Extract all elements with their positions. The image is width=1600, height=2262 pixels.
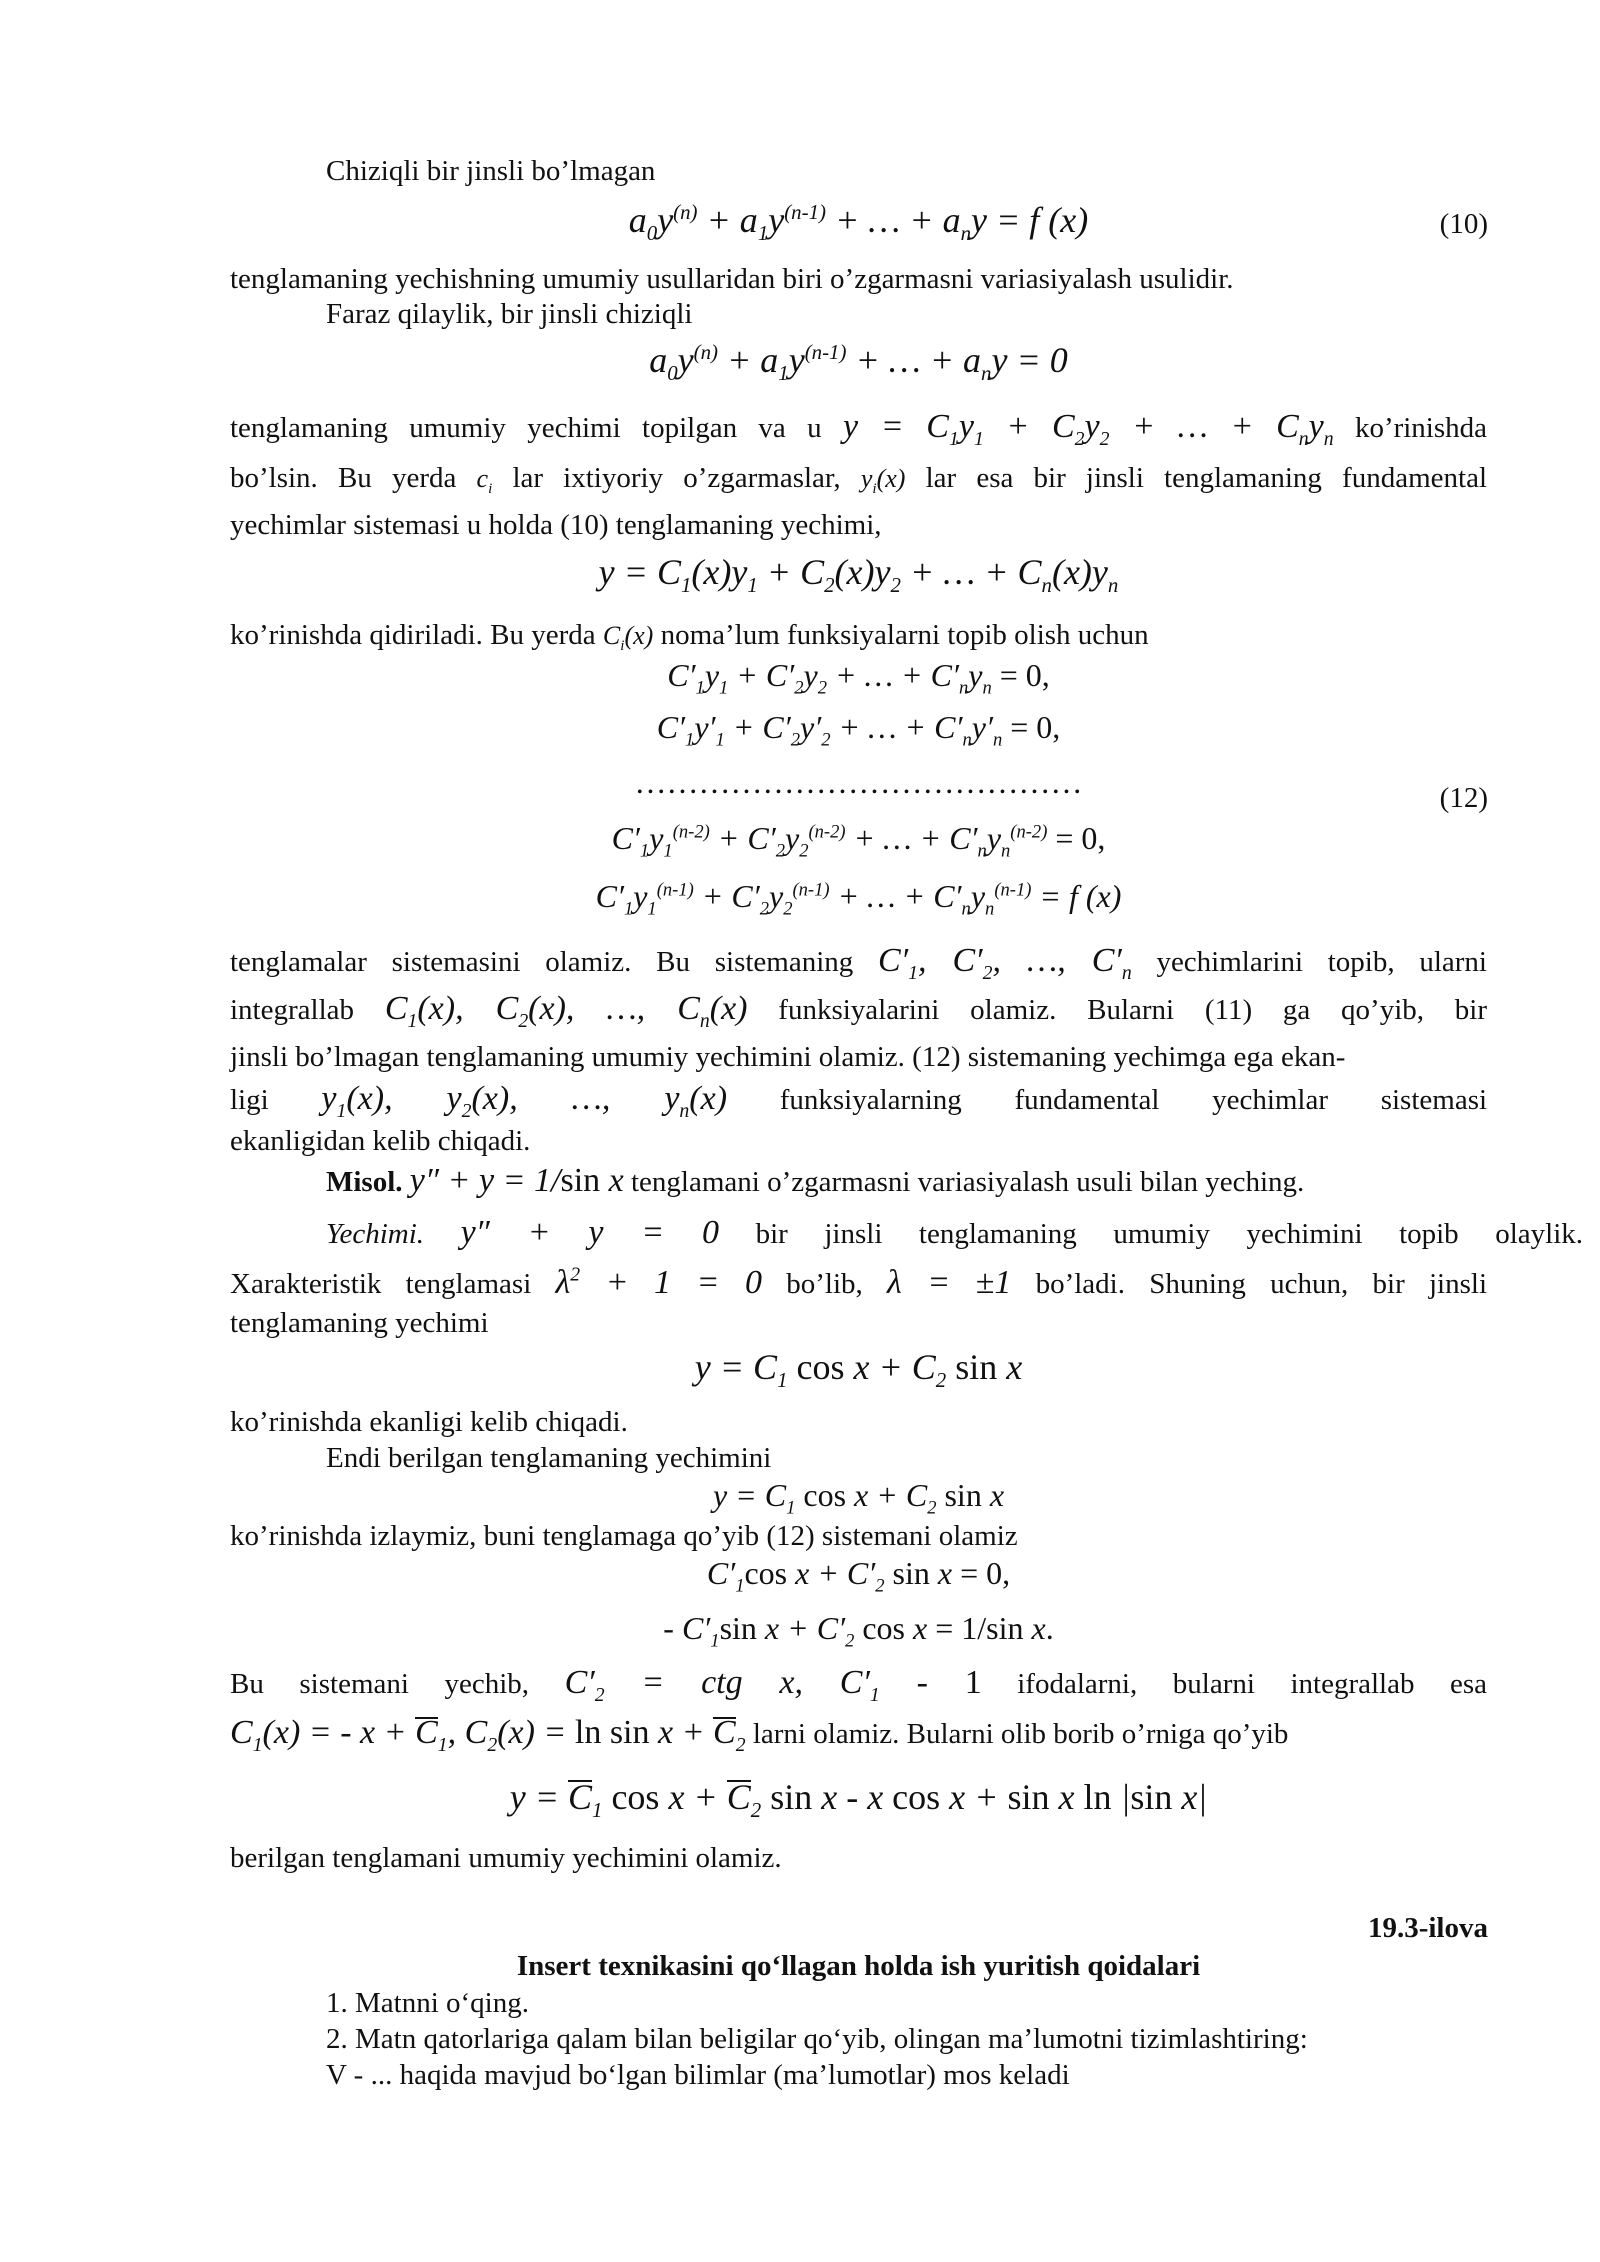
system-line-4: $C'_1y_1^{(n-1)} + C'_2y_2^{(n-1)}$ + … + $C'_ny_n^{(n-1)} = f$ (x) — [595, 878, 1122, 920]
paragraph-general-solution: tenglamaning umumiy yechimi topilgan va u $y = C_1y_1 + C_2y_2$ + … + $C_ny_n$ ko’rinishda — [230, 408, 1488, 450]
paragraph-now: Endi berilgan tenglamaning yechimini — [326, 1442, 772, 1474]
solution-label: Yechimi. — [326, 1218, 425, 1250]
example-system-line-2: - $C'_1\sin$ $x + C'_2$ cos x = 1/sin x. — [663, 1610, 1054, 1652]
intro-paragraph — [230, 153, 1583, 189]
paragraph-fundamental: ligi $y_1(x)$, $y_2(x)$, …, $y_n(x)$ funksiyalarning fundamental yechimlar sistemasi — [230, 1080, 1488, 1122]
homogeneous-equation: $a_0y^{(n)} + a_1y^{(n-1)}$ + … + $a_ny = 0$ — [649, 340, 1068, 386]
example-paragraph: Misol. y″ + y = 1/sin x tenglamani o’zgarmasni variasiyalash usuli bilan yeching. — [326, 1162, 1305, 1199]
paragraph-form: ko’rinishda ekanligi kelib chiqadi. — [230, 1406, 628, 1438]
rule-1: 1. Matnni o‘qing. — [326, 1987, 529, 2019]
section-title: Insert texnikasini qo‘llagan holda ish yuritish qoidalari — [516, 1950, 1201, 1982]
final-solution-equation: $y = C_1$ $\cos x + C_2$ sin x - x cos x + sin x ln |sin x| — [509, 1777, 1208, 1823]
example-system-line-1: $C'_1\cos$ $x + C'_2$ sin x = 0, — [706, 1555, 1011, 1597]
paragraph-integrate: integrallab $C_1(x)$, $C_2(x)$, …, $C_n(x)$ funksiyalarini olamiz. Bularni (11) ga qo’yib, bir — [230, 990, 1488, 1032]
paragraph-solve-system: Bu sistemani yechib, $C'_2$ = ctg x, $C'_1 - 1$ ifodalarni, bularni integrallab esa — [230, 1664, 1488, 1706]
system-line-1: $C'_1y_1 + C'_2y_2$ + … + $C'_ny_n = 0$, — [667, 657, 1050, 699]
paragraph-homog-solution: tenglamaning yechimi — [230, 1307, 489, 1339]
equation-12-number: (12) — [1439, 782, 1488, 814]
variation-solution-equation: $y = C_1(x)y_1 + C_2(x)y_2$ + … + $C_n(x)y_n$ — [598, 552, 1119, 598]
appendix-label: 19.3-ilova — [1367, 1912, 1488, 1944]
paragraph-method: tenglamaning yechishning umumiy usullaridan biri o’zgarmasni variasiyalash usulidir. — [230, 263, 1234, 295]
homogeneous-solution-equation: $y = C_1$ $\cos x + C_2$ sin x — [694, 1347, 1023, 1393]
paragraph-substitute: ko’rinishda izlaymiz, buni tenglamaga qo’yib (12) sistemani olamiz — [230, 1520, 1018, 1552]
paragraph-assume: Faraz qilaylik, bir jinsli chiziqli — [326, 298, 693, 330]
general-solution-formula: $y = C_1y_1 + C_2y_2$ + … + $C_ny_n$ — [843, 408, 1334, 450]
intro-text: Chiziqli bir jinsli bo’lmagan — [326, 155, 656, 187]
rule-2: 2. Matn qatorlariga qalam bilan beligilar qo‘yib, olingan ma’lumotni tizimlashtiring: — [326, 2023, 1308, 2055]
paragraph-conclusion: ekanligidan kelib chiqadi. — [230, 1125, 531, 1157]
paragraph-characteristic: Xarakteristik tenglamasi $\lambda^2 + 1 = 0$ bo’lib, λ = ±1 bo’ladi. Shuning uchun, bir jinsli — [230, 1263, 1488, 1301]
paragraph-final: berilgan tenglamani umumiy yechimini olamiz. — [230, 1842, 782, 1874]
paragraph-integrated: $C_1(x)$ = - $x + C_1$, $C_2(x) = \ln \sin x + C_2$ larni olamiz. Bularni olib borib o’rniga qo’yib — [230, 1714, 1289, 1756]
paragraph-constants: bo’lsin. Bu yerda $c_i$ lar ixtiyoriy o’zgarmaslar, $y_i(x)$ lar esa bir jinsli tenglamaning fundamental — [230, 462, 1487, 498]
paragraph-system: yechimlar sistemasi u holda (10) tenglamaning yechimi, — [230, 509, 882, 541]
system-line-2: $C'_1y'_1 + C'_2y'_2$ + … + $C'_ny'_n = 0$, — [656, 709, 1061, 751]
system-dots: …………………………………… — [634, 764, 1083, 800]
equation-10-number: (10) — [1439, 208, 1488, 240]
rule-3: V - ... haqida mavjud bo‘lgan bilimlar (ma’lumotlar) mos keladi — [326, 2059, 1070, 2091]
paragraph-nonhomogeneous: jinsli bo’lmagan tenglamaning umumiy yechimini olamiz. (12) sistemaning yechimga ega ekan- — [230, 1041, 1346, 1073]
equation-10: $a_0y^{(n)} + a_1y^{(n-1)}$ + … + $a_ny = f$ (x) — [628, 200, 1089, 246]
paragraph-search: ko’rinishda qidiriladi. Bu yerda $C_i(x)$ noma’lum funksiyalarni topib olish uchun — [230, 619, 1149, 655]
paragraph-system-solution: tenglamalar sistemasini olamiz. Bu sistemaning $C'_1$, $C'_2$, …, $C'_n$ yechimlarini topib, ularni — [230, 942, 1487, 984]
example-label: Misol. — [326, 1166, 403, 1198]
system-line-3: $C'_1y_1^{(n-2)} + C'_2y_2^{(n-2)}$ + … + $C'_ny_n^{(n-2)} = 0$, — [611, 820, 1106, 862]
solution-paragraph: Yechimi. y″ + y = 0 bir jinsli tenglamaning umumiy yechimini topib olaylik. — [326, 1214, 1584, 1251]
trial-solution-equation: $y = C_1$ $\cos x + C_2$ sin x — [712, 1477, 1005, 1519]
